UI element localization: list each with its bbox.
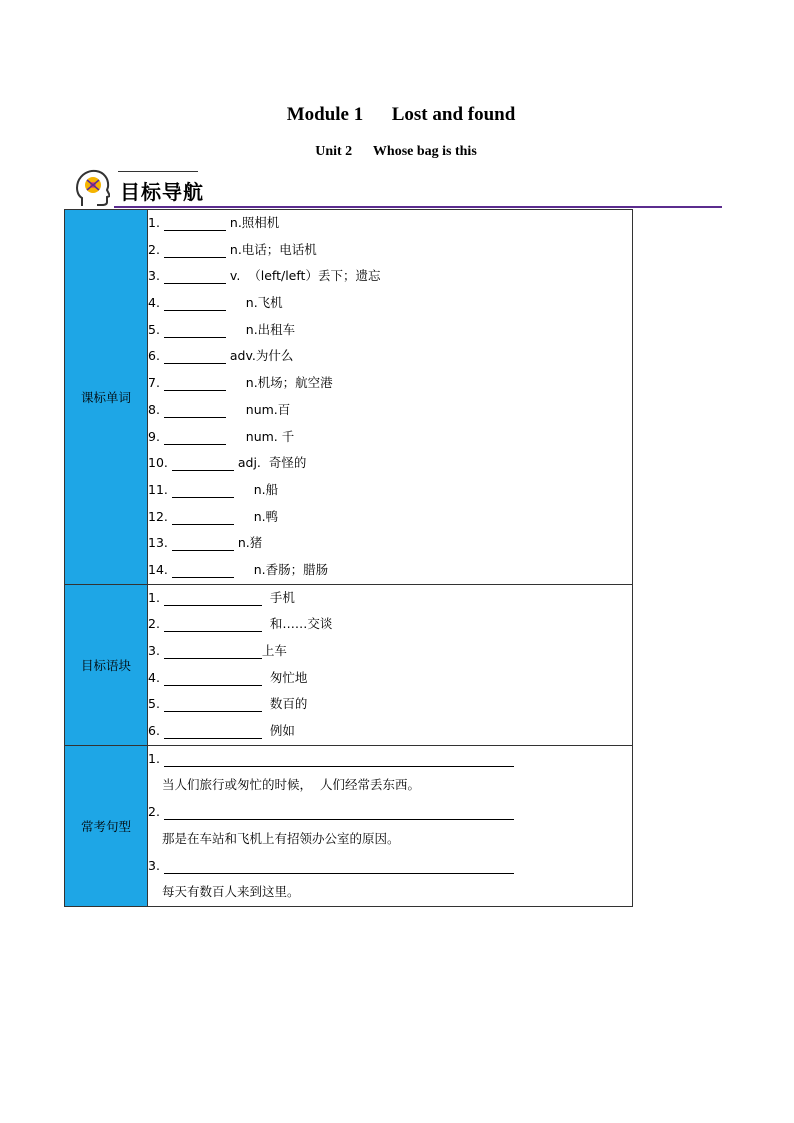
answer-blank[interactable] <box>164 402 226 418</box>
header-top-line <box>118 171 198 172</box>
brain-head-icon <box>74 168 110 208</box>
answer-blank[interactable] <box>164 670 262 686</box>
list-item: 1. n.照相机 <box>148 215 280 230</box>
page-title: Module 1 Lost and found <box>286 104 516 125</box>
sentence-translation: 当人们旅行或匆忙的时候， 人们经常丢东西。 <box>162 777 420 793</box>
section-heading: 目标导航 <box>120 180 204 204</box>
category-vocab: 课标单词 <box>65 210 148 585</box>
list-item: 6. adv.为什么 <box>148 348 294 364</box>
answer-blank[interactable] <box>172 535 234 551</box>
list-item: 1. <box>148 746 632 773</box>
list-item: 3. v. （left/left）丢下；遗忘 <box>148 268 381 284</box>
study-table <box>64 209 633 907</box>
sentences-list <box>148 745 633 906</box>
header-divider <box>114 206 722 208</box>
section-header <box>70 164 722 210</box>
answer-blank[interactable] <box>164 858 514 874</box>
answer-blank[interactable] <box>164 268 226 284</box>
answer-blank[interactable] <box>172 455 234 471</box>
answer-blank[interactable] <box>164 242 226 258</box>
list-item: 7. n.机场；航空港 <box>148 375 333 391</box>
list-item: 13. n.猪 <box>148 535 263 551</box>
answer-blank[interactable] <box>164 322 226 338</box>
answer-blank[interactable] <box>164 429 226 445</box>
answer-blank[interactable] <box>164 751 514 767</box>
answer-blank[interactable] <box>164 590 262 606</box>
list-item: 12. n.鸭 <box>148 508 279 524</box>
sentence-translation: 那是在车站和飞机上有招领办公室的原因。 <box>162 830 400 846</box>
answer-blank[interactable] <box>164 723 262 739</box>
answer-blank[interactable] <box>164 643 262 659</box>
list-item: 1. 手机 <box>148 589 295 605</box>
phrases-row <box>65 584 633 745</box>
list-item: 10. adj. 奇怪的 <box>148 455 307 471</box>
sentence-translation: 每天有数百人来到这里。 <box>162 884 300 900</box>
list-item: 4. 匆忙地 <box>148 669 308 685</box>
answer-blank[interactable] <box>164 348 226 364</box>
category-sentences: 常考句型 <box>65 745 148 906</box>
list-item: 5. n.出租车 <box>148 321 296 337</box>
list-item: 6. 例如 <box>148 723 295 739</box>
answer-blank[interactable] <box>164 375 226 391</box>
category-phrases: 目标语块 <box>65 584 148 745</box>
answer-blank[interactable] <box>164 696 262 712</box>
list-item: 8. num.百 <box>148 401 291 417</box>
answer-blank[interactable] <box>164 295 226 311</box>
answer-blank[interactable] <box>164 215 226 231</box>
answer-blank[interactable] <box>164 804 514 820</box>
list-item: 5. 数百的 <box>148 696 308 712</box>
list-item: 14. n.香肠；腊肠 <box>148 561 329 577</box>
vocab-row <box>65 210 633 585</box>
answer-blank[interactable] <box>164 616 262 632</box>
list-item: 3. 上车 <box>148 643 287 658</box>
answer-blank[interactable] <box>172 562 234 578</box>
answer-blank[interactable] <box>172 482 234 498</box>
list-item: 2. 和……交谈 <box>148 616 333 632</box>
list-item: 3. <box>148 853 632 880</box>
list-item: 2. n.电话；电话机 <box>148 241 317 257</box>
phrases-list <box>148 584 633 745</box>
list-item: 11. n.船 <box>148 481 279 497</box>
sentences-row <box>65 745 633 906</box>
list-item: 9. num. 千 <box>148 428 295 444</box>
vocab-list <box>148 210 633 585</box>
page-subtitle: Unit 2 Whose bag is this <box>315 144 477 159</box>
list-item: 4. n.飞机 <box>148 295 283 311</box>
answer-blank[interactable] <box>172 509 234 525</box>
list-item: 2. <box>148 799 632 826</box>
